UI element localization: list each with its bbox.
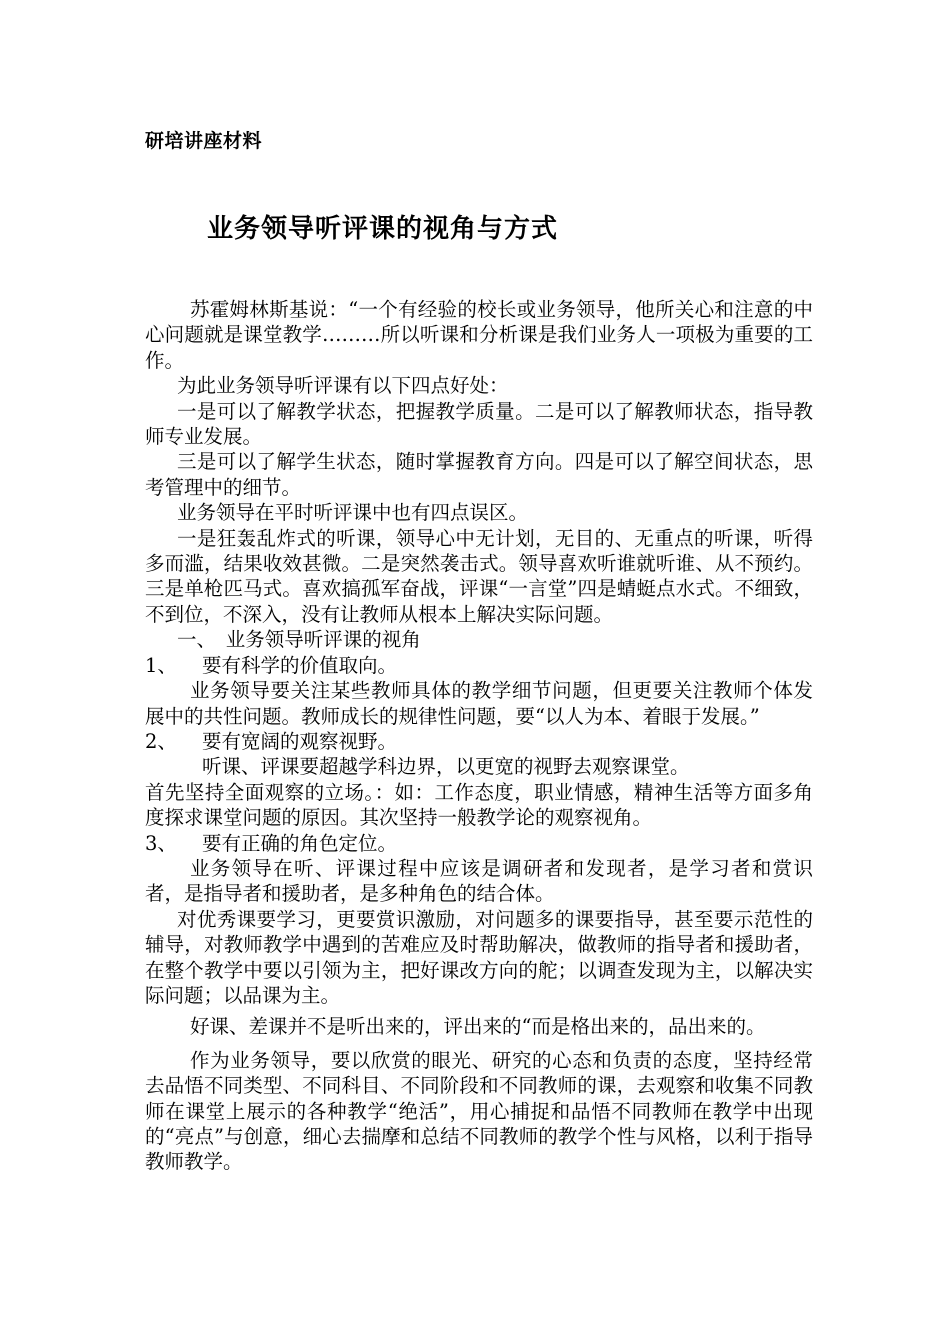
- paragraph-good-bad-lessons: 好课、差课并不是听出来的，评出来的“而是格出来的，品出来的。: [190, 1015, 766, 1039]
- list-item-text: 要有科学的价值取向。: [202, 653, 398, 677]
- paragraph-leader-attitude: 作为业务领导，要以欣赏的眼光、研究的心态和负责的态度，坚持经常去品悟不同类型、不同科目、不同阶段和不同教师的课，去观察和收集不同教师在课堂上展示的各种教学“绝活”，用心捕捉和品悟不同教师在教学中出现的“亮点”与创意，细心去揣摩和总结不同教师的教学个性与风格，以利于指导教师教学。: [145, 1048, 813, 1174]
- paragraph-benefits-intro: 为此业务领导听评课有以下四点好处：: [177, 374, 509, 398]
- document-title: 业务领导听评课的视角与方式: [207, 214, 559, 244]
- paragraph-value-orientation: 业务领导要关注某些教师具体的教学细节问题，但更要关注教师个体发展中的共性问题。教师成长的规律性问题，要“以人为本、着眼于发展。”: [145, 679, 813, 728]
- paragraph-guidance: 对优秀课要学习，更要赏识激励，对问题多的课要指导，甚至要示范性的辅导，对教师教学中遇到的苦难应及时帮助解决，做教师的指导者和援助者，在整个教学中要以引领为主，把好课改方向的舵；以调查发现为主，以解决实际问题；以品课为主。: [145, 907, 813, 1007]
- list-item-number: 2、: [145, 729, 177, 753]
- list-item-1: [145, 653, 813, 678]
- paragraph-mistakes: 一是狂轰乱炸式的听课，领导心中无计划，无目的、无重点的听课，听得多而滥，结果收效甚微。二是突然袭击式。领导喜欢听谁就听谁、从不预约。三是单枪匹马式。喜欢搞孤军奋战，评课“一言堂”四是蜻蜓点水式。不细致，不到位，不深入，没有让教师从根本上解决实际问题。: [145, 526, 813, 626]
- section-heading-1: 一、 业务领导听评课的视角: [177, 628, 421, 652]
- paragraph-wide-view: 听课、评课要超越学科边界，以更宽的视野去观察课堂。: [202, 755, 690, 779]
- document-body: [145, 297, 813, 1175]
- list-item-number: 3、: [145, 831, 177, 855]
- paragraph-mistakes-intro: 业务领导在平时听评课中也有四点误区。: [177, 501, 529, 525]
- paragraph-quote: 苏霍姆林斯基说：“一个有经验的校长或业务领导，他所关心和注意的中心问题就是课堂教学………所以听课和分析课是我们业务人一项极为重要的工作。: [145, 298, 813, 372]
- paragraph-observation: 首先坚持全面观察的立场。：如：工作态度，职业情感，精神生活等方面多角度探求课堂问题的原因。其次坚持一般教学论的观察视角。: [145, 780, 813, 830]
- paragraph-role: 业务领导在听、评课过程中应该是调研者和发现者，是学习者和赏识者，是指导者和援助者，是多种角色的结合体。: [145, 856, 813, 906]
- list-item-3: [145, 831, 813, 856]
- list-item-text: 要有正确的角色定位。: [202, 831, 398, 855]
- document-header: 研培讲座材料: [145, 130, 263, 152]
- paragraph-benefits-1-2: 一是可以了解教学状态，把握教学质量。二是可以了解教师状态，指导教师专业发展。: [145, 399, 813, 449]
- paragraph-benefits-3-4: 三是可以了解学生状态，随时掌握教育方向。四是可以了解空间状态，思考管理中的细节。: [145, 450, 813, 499]
- list-item-2: [145, 729, 813, 754]
- list-item-text: 要有宽阔的观察视野。: [202, 729, 398, 753]
- list-item-number: 1、: [145, 653, 177, 677]
